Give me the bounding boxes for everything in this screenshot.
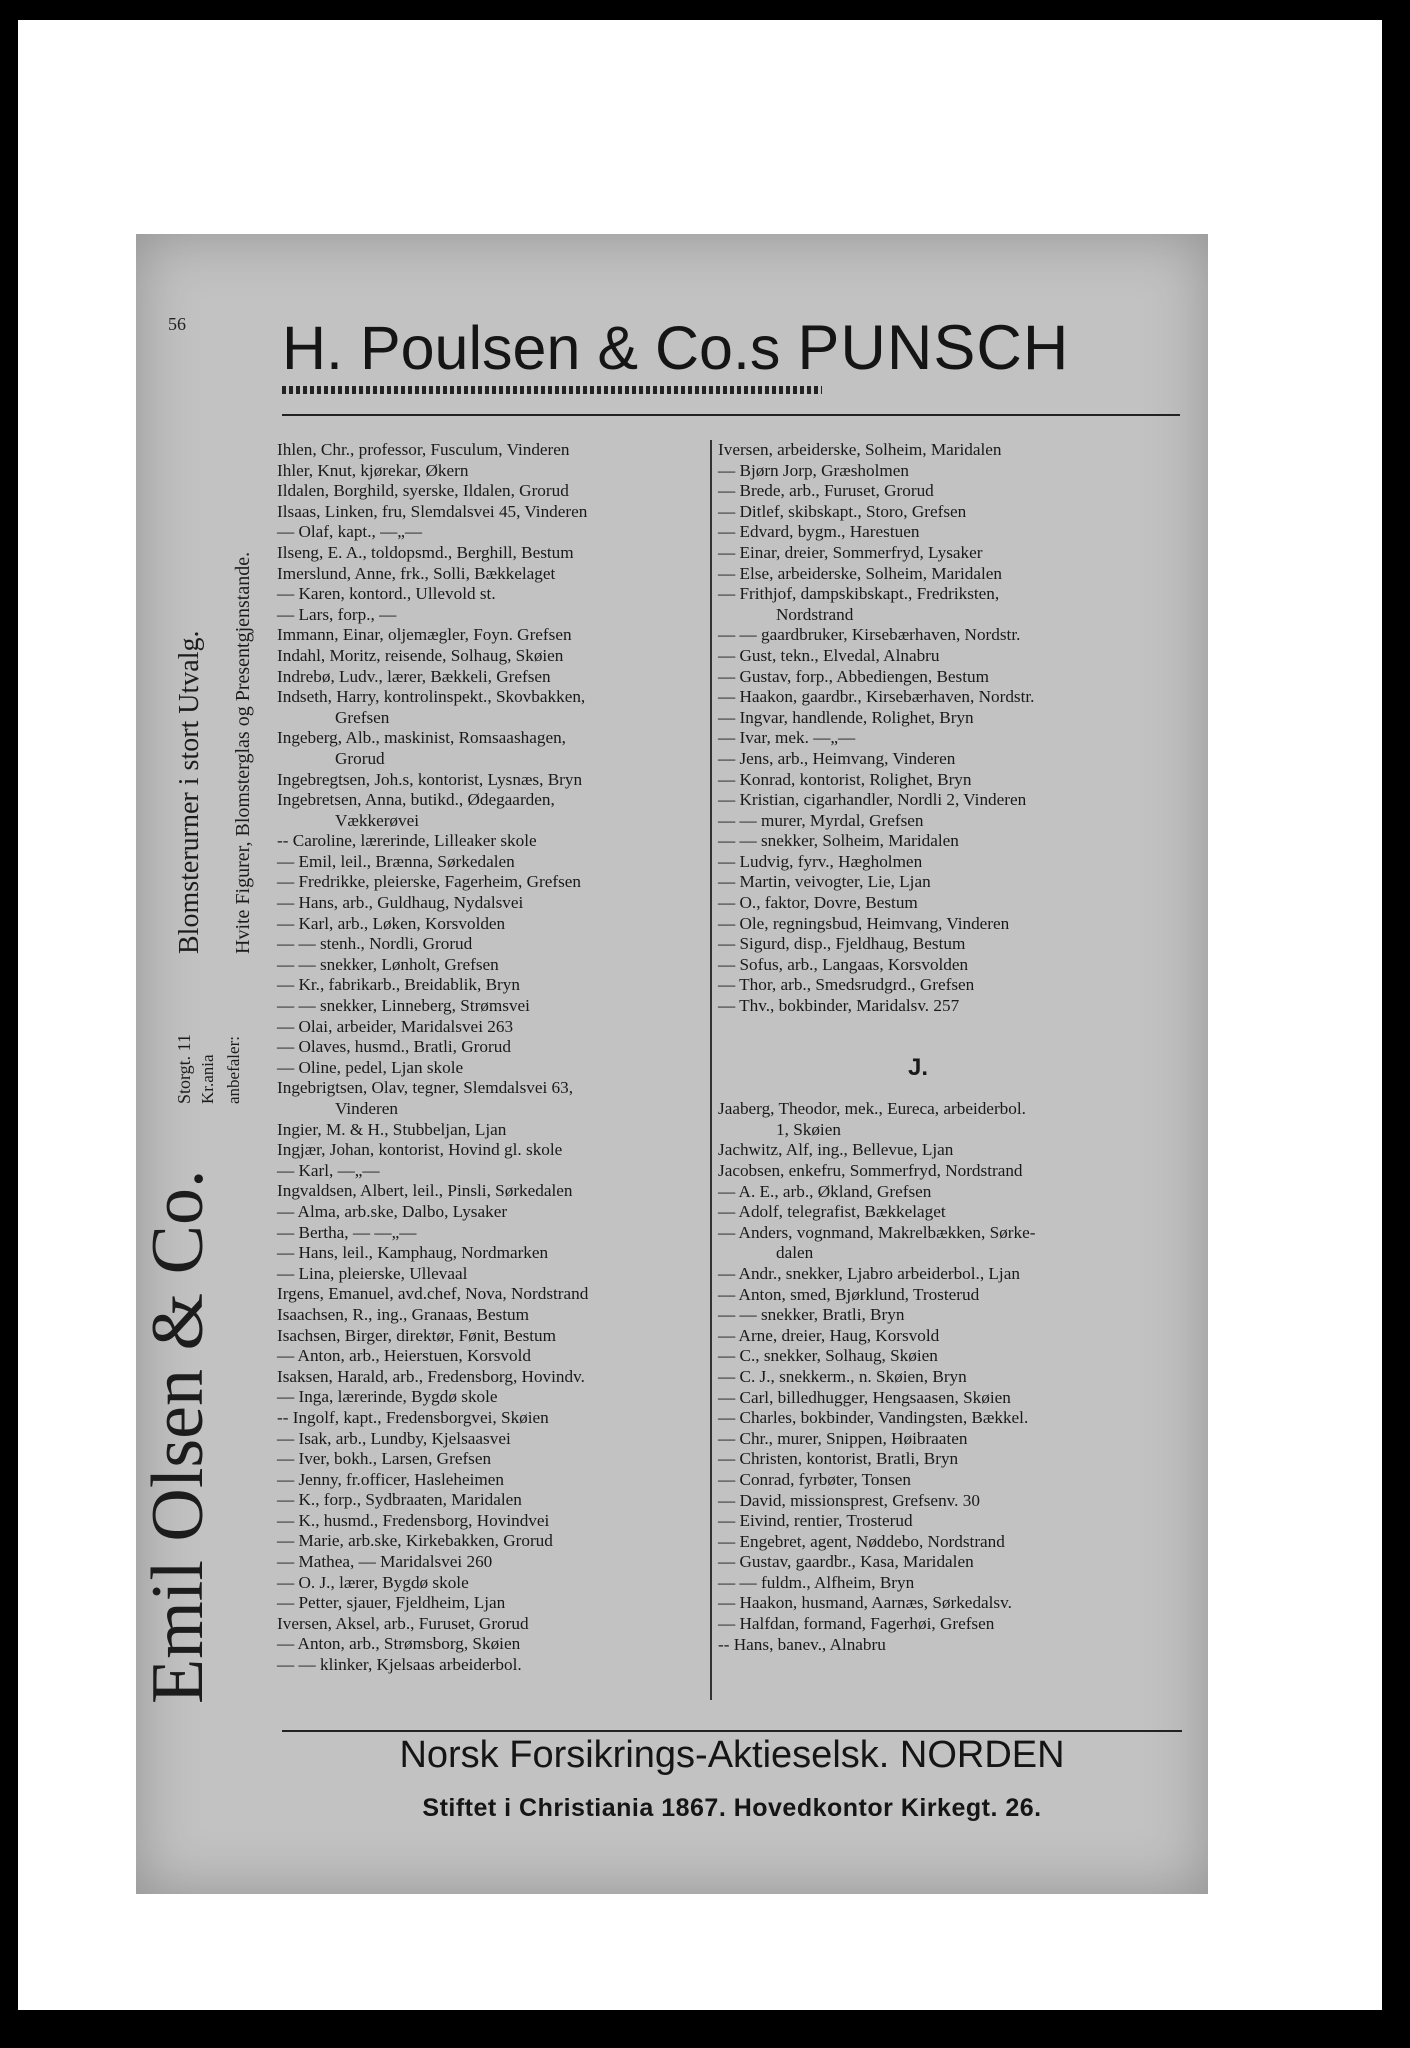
directory-entry: — Engebret, agent, Nøddebo, Nordstrand xyxy=(718,1531,1005,1551)
directory-entry: — Martin, veivogter, Lie, Ljan xyxy=(718,872,931,892)
section-letter: J. xyxy=(907,1054,928,1082)
side-ad-address1: Storgt. 11 xyxy=(174,1033,194,1104)
directory-entry: — Isak, arb., Lundby, Kjelsaasvei xyxy=(277,1428,511,1448)
directory-entry: — Konrad, kontorist, Rolighet, Bryn xyxy=(718,769,972,789)
directory-entry: — Adolf, telegrafist, Bækkelaget xyxy=(718,1202,946,1222)
directory-entry: — Ingvar, handlende, Rolighet, Bryn xyxy=(718,707,974,727)
directory-entry: — Charles, bokbinder, Vandingsten, Bækkel. xyxy=(718,1408,1029,1428)
directory-entry: — Alma, arb.ske, Dalbo, Lysaker xyxy=(277,1201,508,1221)
directory-entry: — Karen, kontord., Ullevold st. xyxy=(277,584,496,604)
side-ad-line1: Blomsterurner i stort Utvalg. xyxy=(174,630,205,954)
directory-entry: Indrebø, Ludv., lærer, Bækkeli, Grefsen xyxy=(277,666,551,686)
directory-entry: Nordstrand xyxy=(776,604,854,624)
directory-entry: — Lars, forp., — xyxy=(277,604,397,624)
directory-entry: Indseth, Harry, kontrolinspekt., Skovbakken, xyxy=(277,687,586,707)
directory-entry: Ihlen, Chr., professor, Fusculum, Vinderen xyxy=(277,440,570,459)
header-brand: H. Poulsen & Co.s xyxy=(282,314,798,382)
directory-entry: — Olai, arbeider, Maridalsvei 263 xyxy=(277,1016,514,1036)
directory-entry: — Chr., murer, Snippen, Høibraaten xyxy=(718,1428,968,1448)
directory-entry: Isaachsen, R., ing., Granaas, Bestum xyxy=(277,1304,530,1324)
directory-entry: — Christen, kontorist, Bratli, Bryn xyxy=(718,1449,959,1469)
directory-entry: Ingier, M. & H., Stubbeljan, Ljan xyxy=(277,1119,507,1139)
directory-entry: — Hans, arb., Guldhaug, Nydalsvei xyxy=(277,893,524,913)
directory-entry: — Karl, —„— xyxy=(277,1160,380,1180)
directory-entry: — Bjørn Jorp, Græsholmen xyxy=(718,460,909,480)
directory-entry: Irgens, Emanuel, avd.chef, Nova, Nordstrand xyxy=(277,1284,589,1304)
directory-entry: Indahl, Moritz, reisende, Solhaug, Skøien xyxy=(277,645,564,665)
directory-entry: — — snekker, Lønholt, Grefsen xyxy=(277,954,499,974)
directory-entry: Ildalen, Borghild, syerske, Ildalen, Grorud xyxy=(277,481,569,501)
directory-entry: Ingebretsen, Anna, butikd., Ødegaarden, xyxy=(277,790,555,810)
right-column-top xyxy=(718,440,1188,1017)
directory-entry: — Anders, vognmand, Makrelbækken, Sørke- xyxy=(718,1222,1036,1242)
directory-entry: — Fredrikke, pleierske, Fagerheim, Grefsen xyxy=(277,872,582,892)
directory-entry: Jachwitz, Alf, ing., Bellevue, Ljan xyxy=(718,1140,954,1160)
directory-entry: — Frithjof, dampskibskapt., Fredriksten, xyxy=(718,584,1000,604)
directory-entry: — Petter, sjauer, Fjeldheim, Ljan xyxy=(277,1593,506,1613)
directory-entry: 1, Skøien xyxy=(776,1119,841,1139)
directory-entry: — Lina, pleierske, Ullevaal xyxy=(277,1263,468,1283)
directory-entry: — K., forp., Sydbraaten, Maridalen xyxy=(277,1490,522,1510)
directory-entry: — Brede, arb., Furuset, Grorud xyxy=(718,481,934,501)
directory-entry: — Ditlef, skibskapt., Storo, Grefsen xyxy=(718,501,967,521)
directory-entry: — Anton, arb., Heierstuen, Korsvold xyxy=(277,1346,531,1366)
directory-entry: — Halfdan, formand, Fagerhøi, Grefsen xyxy=(718,1614,995,1634)
directory-entry: — Else, arbeiderske, Solheim, Maridalen xyxy=(718,563,1002,583)
directory-entry: — — fuldm., Alfheim, Bryn xyxy=(718,1572,915,1592)
directory-entry: — Hans, leil., Kamphaug, Nordmarken xyxy=(277,1243,549,1263)
directory-entry: Grefsen xyxy=(335,707,390,727)
directory-entry: Jacobsen, enkefru, Sommerfryd, Nordstrand xyxy=(718,1161,1023,1180)
directory-entry: — Bertha, — —„— xyxy=(277,1222,417,1242)
directory-entry: — — snekker, Linneberg, Strømsvei xyxy=(277,996,530,1016)
footer-company: Norsk Forsikrings-Aktieselsk. NORDEN xyxy=(399,1734,1065,1776)
footer-details: Stiftet i Christiania 1867. Hovedkontor Kirkegt. 26. xyxy=(422,1794,1042,1822)
directory-entry: — — snekker, Bratli, Bryn xyxy=(718,1305,905,1325)
directory-entry: — Jenny, fr.officer, Hasleheimen xyxy=(277,1469,504,1489)
directory-entry: — David, missionsprest, Grefsenv. 30 xyxy=(718,1490,980,1510)
directory-entry: Iversen, Aksel, arb., Furuset, Grorud xyxy=(277,1613,529,1633)
side-ad-line2: Hvite Figurer, Blomsterglas og Presentgjenstande. xyxy=(232,551,254,954)
directory-entry: dalen xyxy=(776,1243,814,1263)
directory-entry: — K., husmd., Fredensborg, Hovindvei xyxy=(277,1510,550,1530)
directory-entry: Ingebregtsen, Joh.s, kontorist, Lysnæs, Bryn xyxy=(277,769,583,789)
directory-entry: — Arne, dreier, Haug, Korsvold xyxy=(718,1325,940,1345)
directory-entry: Ilseng, E. A., toldopsmd., Berghill, Bestum xyxy=(277,542,574,562)
directory-entry: — Emil, leil., Brænna, Sørkedalen xyxy=(277,851,515,871)
side-ad-address3: anbefaler: xyxy=(224,1036,243,1104)
directory-entry: Grorud xyxy=(335,748,385,768)
header-product: PUNSCH xyxy=(797,313,1070,383)
directory-entry: — — snekker, Solheim, Maridalen xyxy=(718,831,959,851)
directory-entry: Ilsaas, Linken, fru, Slemdalsvei 45, Vinderen xyxy=(277,501,588,521)
directory-entry: Vækkerøvei xyxy=(335,810,420,830)
directory-entry: — Gust, tekn., Elvedal, Alnabru xyxy=(718,645,940,665)
directory-page xyxy=(136,234,1208,1894)
directory-entry: Imerslund, Anne, frk., Solli, Bækkelaget xyxy=(277,563,556,583)
directory-entry: — Ole, regningsbud, Heimvang, Vinderen xyxy=(718,913,1010,933)
directory-entry: — A. E., arb., Økland, Grefsen xyxy=(718,1181,932,1201)
directory-entry: -- Hans, banev., Alnabru xyxy=(718,1634,886,1654)
directory-entry: — Olaf, kapt., —„— xyxy=(277,522,423,542)
directory-entry: Isaksen, Harald, arb., Fredensborg, Hovindv. xyxy=(277,1366,585,1386)
directory-entry: — Andr., snekker, Ljabro arbeiderbol., Ljan xyxy=(718,1263,1020,1283)
directory-entry: Ihler, Knut, kjørekar, Økern xyxy=(277,460,469,480)
directory-entry: — Eivind, rentier, Trosterud xyxy=(718,1511,913,1531)
directory-entry: Ingebrigtsen, Olav, tegner, Slemdalsvei 63, xyxy=(277,1078,574,1098)
directory-entry: — Thor, arb., Smedsrudgrd., Grefsen xyxy=(718,975,975,995)
directory-entry: -- Ingolf, kapt., Fredensborgvei, Skøien xyxy=(277,1407,549,1427)
directory-entry: — Inga, lærerinde, Bygdø skole xyxy=(277,1387,498,1407)
directory-entry: — O., faktor, Dovre, Bestum xyxy=(718,893,918,913)
directory-entry: — Olaves, husmd., Bratli, Grorud xyxy=(277,1037,511,1057)
directory-entry: Ingvaldsen, Albert, leil., Pinsli, Sørkedalen xyxy=(277,1181,573,1201)
directory-entry: — Anton, smed, Bjørklund, Trosterud xyxy=(718,1284,980,1304)
directory-entry: Isachsen, Birger, direktør, Fønit, Bestum xyxy=(277,1325,556,1345)
directory-entry: — Sofus, arb., Langaas, Korsvolden xyxy=(718,954,969,974)
directory-entry: — Sigurd, disp., Fjeldhaug, Bestum xyxy=(718,934,966,954)
directory-entry: — Haakon, gaardbr., Kirsebærhaven, Nordstr. xyxy=(718,687,1035,707)
right-column xyxy=(718,440,1188,1655)
directory-entry: — Conrad, fyrbøter, Tonsen xyxy=(718,1469,912,1489)
directory-entry: — Mathea, — Maridalsvei 260 xyxy=(277,1552,493,1572)
directory-entry: — O. J., lærer, Bygdø skole xyxy=(277,1572,469,1592)
directory-entry: — — gaardbruker, Kirsebærhaven, Nordstr. xyxy=(718,625,1021,645)
directory-entry: — Haakon, husmand, Aarnæs, Sørkedalsv. xyxy=(718,1593,1012,1613)
side-ad-address2: Kr.ania xyxy=(198,1054,217,1104)
directory-entry: Ingjær, Johan, kontorist, Hovind gl. skole xyxy=(277,1140,563,1160)
directory-entry: — Carl, billedhugger, Hengsaasen, Skøien xyxy=(718,1387,1011,1407)
directory-entry: — Marie, arb.ske, Kirkebakken, Grorud xyxy=(277,1531,553,1551)
directory-entry: — Gustav, forp., Abbediengen, Bestum xyxy=(718,666,989,686)
directory-entry: — Anton, arb., Strømsborg, Skøien xyxy=(277,1634,521,1654)
column-divider xyxy=(710,440,712,1700)
directory-entry: — Oline, pedel, Ljan skole xyxy=(277,1057,464,1077)
header-dotted-rule xyxy=(282,386,822,394)
directory-entry: Immann, Einar, oljemægler, Foyn. Grefsen xyxy=(277,625,572,645)
directory-entry: — Einar, dreier, Sommerfryd, Lysaker xyxy=(718,542,983,562)
directory-entry: — Karl, arb., Løken, Korsvolden xyxy=(277,913,506,933)
right-column-bottom xyxy=(718,1099,1188,1655)
directory-entry: Ingeberg, Alb., maskinist, Romsaashagen, xyxy=(277,728,566,748)
directory-entry: -- Caroline, lærerinde, Lilleaker skole xyxy=(277,831,537,851)
side-ad-company: Emil Olsen & Co. xyxy=(137,1169,219,1704)
directory-entry: — Thv., bokbinder, Maridalsv. 257 xyxy=(718,996,960,1016)
directory-entry: — — klinker, Kjelsaas arbeiderbol. xyxy=(277,1655,522,1675)
left-column xyxy=(277,440,707,1676)
header-advertisement xyxy=(282,312,1069,384)
directory-entry: — C. J., snekkerm., n. Skøien, Bryn xyxy=(718,1366,967,1386)
directory-entry: Iversen, arbeiderske, Solheim, Maridalen xyxy=(718,440,1002,459)
header-rule xyxy=(282,414,1180,416)
directory-entry: — Ludvig, fyrv., Hægholmen xyxy=(718,851,923,871)
directory-entry: — Kristian, cigarhandler, Nordli 2, Vinderen xyxy=(718,790,1027,810)
directory-entry: Jaaberg, Theodor, mek., Eureca, arbeiderbol. xyxy=(718,1099,1026,1119)
directory-entry: — Edvard, bygm., Harestuen xyxy=(718,522,920,542)
directory-entry: Vinderen xyxy=(335,1099,398,1118)
directory-entry: — Ivar, mek. —„— xyxy=(718,728,856,748)
directory-entry: — — stenh., Nordli, Grorud xyxy=(277,934,473,954)
footer-rule xyxy=(282,1730,1182,1732)
directory-entry: — Jens, arb., Heimvang, Vinderen xyxy=(718,748,956,768)
directory-entry: — Iver, bokh., Larsen, Grefsen xyxy=(277,1449,492,1469)
directory-entry: — — murer, Myrdal, Grefsen xyxy=(718,810,924,830)
directory-entry: — Kr., fabrikarb., Breidablik, Bryn xyxy=(277,975,520,995)
directory-entry: — Gustav, gaardbr., Kasa, Maridalen xyxy=(718,1552,974,1572)
page-number: 56 xyxy=(168,314,186,334)
directory-entry: — C., snekker, Solhaug, Skøien xyxy=(718,1346,938,1366)
